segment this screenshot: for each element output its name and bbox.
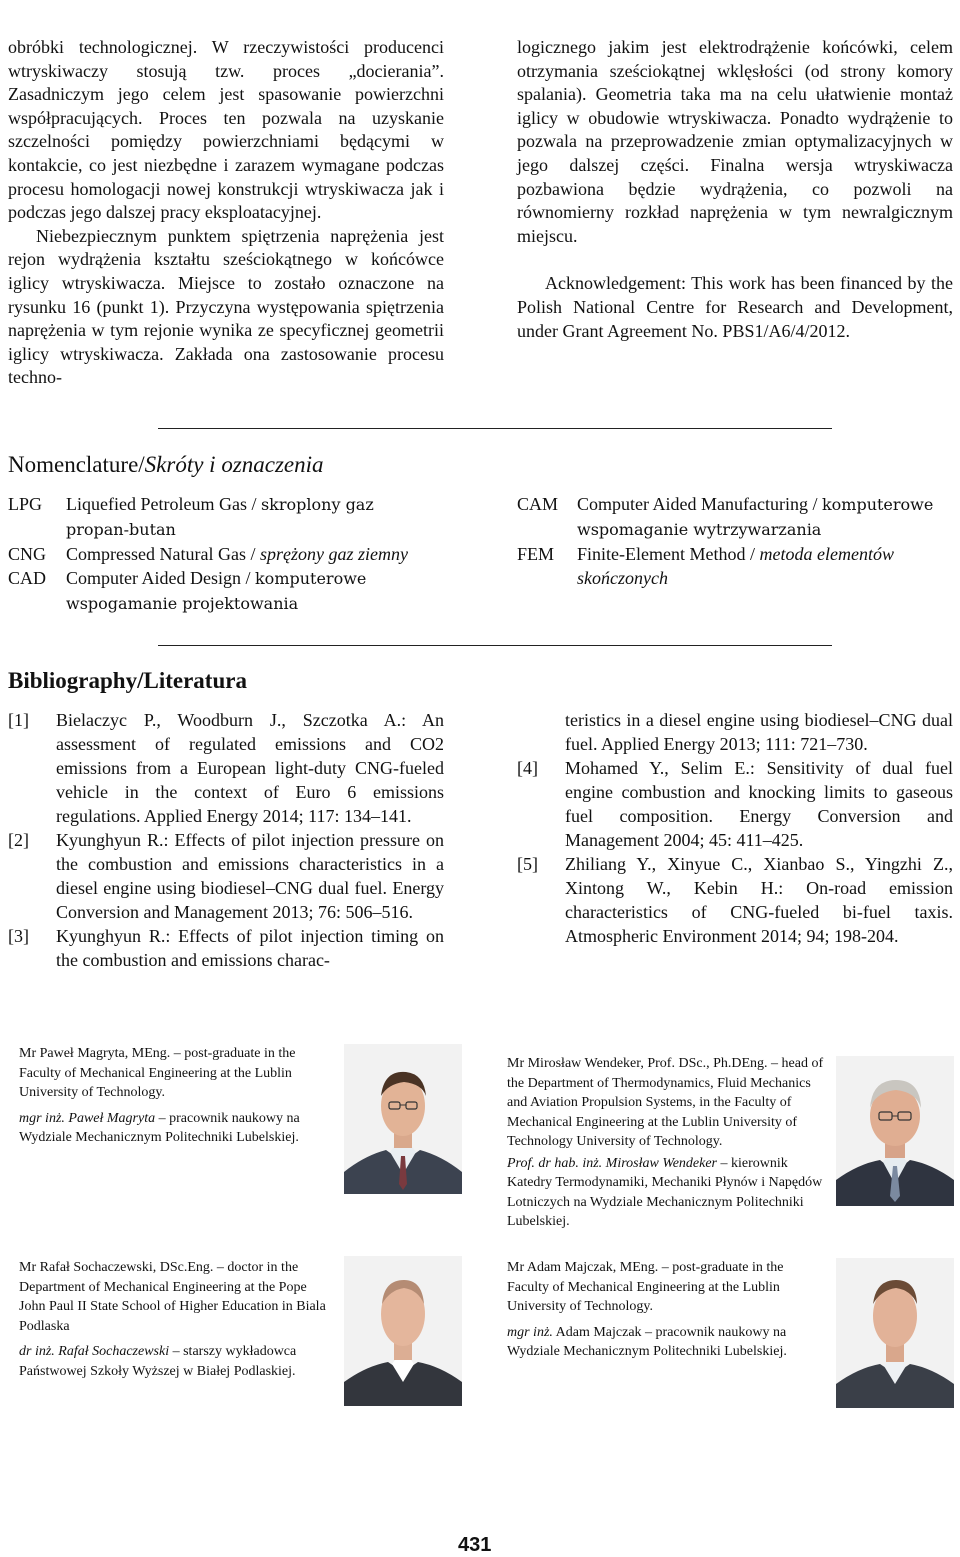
bibliography-left xyxy=(8,708,444,972)
bio-en: Mr Paweł Magryta, MEng. – post-graduate in the Faculty of Mechanical Engineering at the Lublin University of Technology. xyxy=(19,1046,296,1100)
reference-entry xyxy=(8,828,444,924)
bio-en: Mr Rafał Sochaczewski, DSc.Eng. – doctor in the Department of Mechanical Engineering at the Pope John Paul II State School of Higher Education in Biala Podlaska xyxy=(19,1260,326,1334)
abbreviation: CAD xyxy=(8,568,47,588)
reference-text: Zhiliang Y., Xinyue C., Xianbao S., Yingzhi Z., Xintong W., Kebin H.: On-road emission characteristics of CNG-fueled bi-fuel taxis. Atmospheric Environment 2014; 94; 198-204. xyxy=(565,854,953,946)
author-photo xyxy=(836,1056,954,1206)
nomenclature-right xyxy=(517,492,953,590)
author-bio xyxy=(19,1258,335,1387)
page-number: 431 xyxy=(458,1534,492,1556)
definition: Compressed Natural Gas / sprężony gaz ziemny xyxy=(66,544,408,564)
section-divider xyxy=(158,428,832,429)
reference-entry xyxy=(517,756,953,852)
author-bio xyxy=(19,1044,335,1154)
definition: Finite-Element Method / metoda elementów skończonych xyxy=(577,544,894,588)
abbreviation: CNG xyxy=(8,544,47,564)
bio-en: Mr Adam Majczak, MEng. – post-graduate in the Faculty of Mechanical Engineering at the Lublin University of Technology. xyxy=(507,1260,784,1314)
acknowledgement: Acknowledgement: This work has been financed by the Polish National Centre for Research and Development, under Grant Agreement No. PBS1/A6/4/2012. xyxy=(517,273,953,341)
bio-pl: mgr inż. Paweł Magryta – pracownik naukowy na Wydziale Mechanicznym Politechniki Lubelskiej. xyxy=(19,1110,300,1145)
bio-en: Mr Mirosław Wendeker, Prof. DSc., Ph.DEng. – head of the Department of Thermodynamics, Fluid Mechanics and Aviation Propulsion Systems, in the Faculty of Mechanical Engineering at the Lublin University of Technology University of Technology. xyxy=(507,1056,824,1149)
section-divider xyxy=(158,645,832,646)
reference-text: Kyunghyun R.: Effects of pilot injection timing on the combustion and emissions charac- xyxy=(56,926,444,970)
definition: Liquefied Petroleum Gas / skroplony gaz propan-butan xyxy=(66,494,374,539)
reference-number xyxy=(517,708,565,756)
reference-number: [4] xyxy=(517,758,538,778)
author-photo xyxy=(344,1256,462,1406)
abbreviation: FEM xyxy=(517,544,555,564)
bio-pl: dr inż. Rafał Sochaczewski – starszy wykładowca Państwowej Szkoły Wyższej w Białej Podlaskiej. xyxy=(19,1344,297,1379)
nomenclature-item xyxy=(517,542,953,590)
nomenclature-heading xyxy=(8,452,324,478)
reference-number: [3] xyxy=(8,926,29,946)
nomenclature-item xyxy=(517,492,953,542)
reference-entry xyxy=(517,852,953,948)
reference-text: Mohamed Y., Selim E.: Sensitivity of dual fuel engine combustion and knocking limits to gaseous fuel composition. Energy Conversion and Management 2004; 45: 411–425. xyxy=(565,758,953,850)
author-bio xyxy=(507,1258,825,1368)
nomenclature-item xyxy=(8,492,428,542)
reference-entry xyxy=(8,924,444,972)
reference-entry xyxy=(8,708,444,828)
author-photo xyxy=(344,1044,462,1194)
abbreviation: LPG xyxy=(8,494,43,514)
paragraph: logicznego jakim jest elektrodrążenie końcówki, celem otrzymania sześciokątnej wklęsłości (od strony komory spalania). Geometria taka ma na celu ułatwienie montaż iglicy w obudowie wtryskiwacza. Ponadto wydrążenie to pozwala na przeprowadzenie zmian optymalizacyjnych w jego dalszej części. Finalna wersja wtryskiwacza pozbawiona będzie wydrążenia, co pozwoli na równomierny rozkład naprężenia w tym newralgicznym miejscu. xyxy=(517,37,953,246)
reference-text: teristics in a diesel engine using biodiesel–CNG dual fuel. Applied Energy 2013; 111: 721–730. xyxy=(565,710,953,754)
reference-number: [2] xyxy=(8,830,29,850)
bio-pl: Prof. dr hab. inż. Mirosław Wendeker – kierownik Katedry Termodynamiki, Mechaniki Płynów i Napędów Lotniczych na Wydziale Mechanicznym Politechniki Lubelskiej. xyxy=(507,1155,823,1229)
body-left-column xyxy=(8,36,444,390)
nomenclature-left xyxy=(8,492,428,616)
bibliography-heading: Bibliography/Literatura xyxy=(8,668,247,693)
reference-entry xyxy=(517,708,953,756)
body-right-column xyxy=(517,36,953,343)
bibliography-right xyxy=(517,708,953,948)
author-bio xyxy=(507,1054,825,1238)
nomenclature-item xyxy=(8,542,428,566)
nomenclature-item xyxy=(8,566,428,616)
definition: Computer Aided Design / komputerowe wspogamanie projektowania xyxy=(66,568,367,613)
abbreviation: CAM xyxy=(517,494,559,514)
reference-text: Kyunghyun R.: Effects of pilot injection pressure on the combustion and emissions characteristics in a diesel engine using biodiesel–CNG dual fuel. Energy Conversion and Management 2013; 76: 506–516. xyxy=(56,830,444,922)
paragraph: Niebezpiecznym punktem spiętrzenia naprężenia jest rejon wydrążenia kształtu sześciokątnego w końcówce iglicy wtryskiwacza. Miejsce to zostało oznaczone na rysunku 16 (punkt 1). Przyczyna występowania spiętrzenia naprężenia w tym rejonie wynika ze specyficznej geometrii iglicy wtryskiwacza. Zakłada ona zastosowanie procesu techno- xyxy=(8,225,444,388)
author-photo xyxy=(836,1258,954,1408)
paragraph: obróbki technologicznej. W rzeczywistości producenci wtryskiwaczy stosują tzw. proces „docierania”. Zasadniczym jego celem jest spasowanie powierzchni współpracujących. Proces ten pozwala na uzyskanie szczelności pomiędzy powierzchniami będącymi w kontakcie, co jest niezbędne i zarazem wymagane podczas procesu homologacji nowej konstrukcji wtryskiwacza jak i podczas jego dalszej pracy eksploatacyjnej. xyxy=(8,37,444,223)
reference-text: Bielaczyc P., Woodburn J., Szczotka A.: An assessment of regulated emissions and CO2 emissions from a European light-duty CNG-fueled vehicle in the context of Euro 6 emissions regulations. Applied Energy 2014; 117: 134–141. xyxy=(56,710,444,826)
reference-number: [5] xyxy=(517,854,538,874)
definition: Computer Aided Manufacturing / komputerowe wspomaganie wytrzywarzania xyxy=(577,494,934,539)
bio-pl: mgr inż. Adam Majczak – pracownik naukowy na Wydziale Mechanicznym Politechniki Lubelskiej. xyxy=(507,1324,787,1359)
heading-en: Nomenclature/ xyxy=(8,452,145,477)
reference-number: [1] xyxy=(8,710,29,730)
heading-pl: Skróty i oznaczenia xyxy=(144,452,324,477)
